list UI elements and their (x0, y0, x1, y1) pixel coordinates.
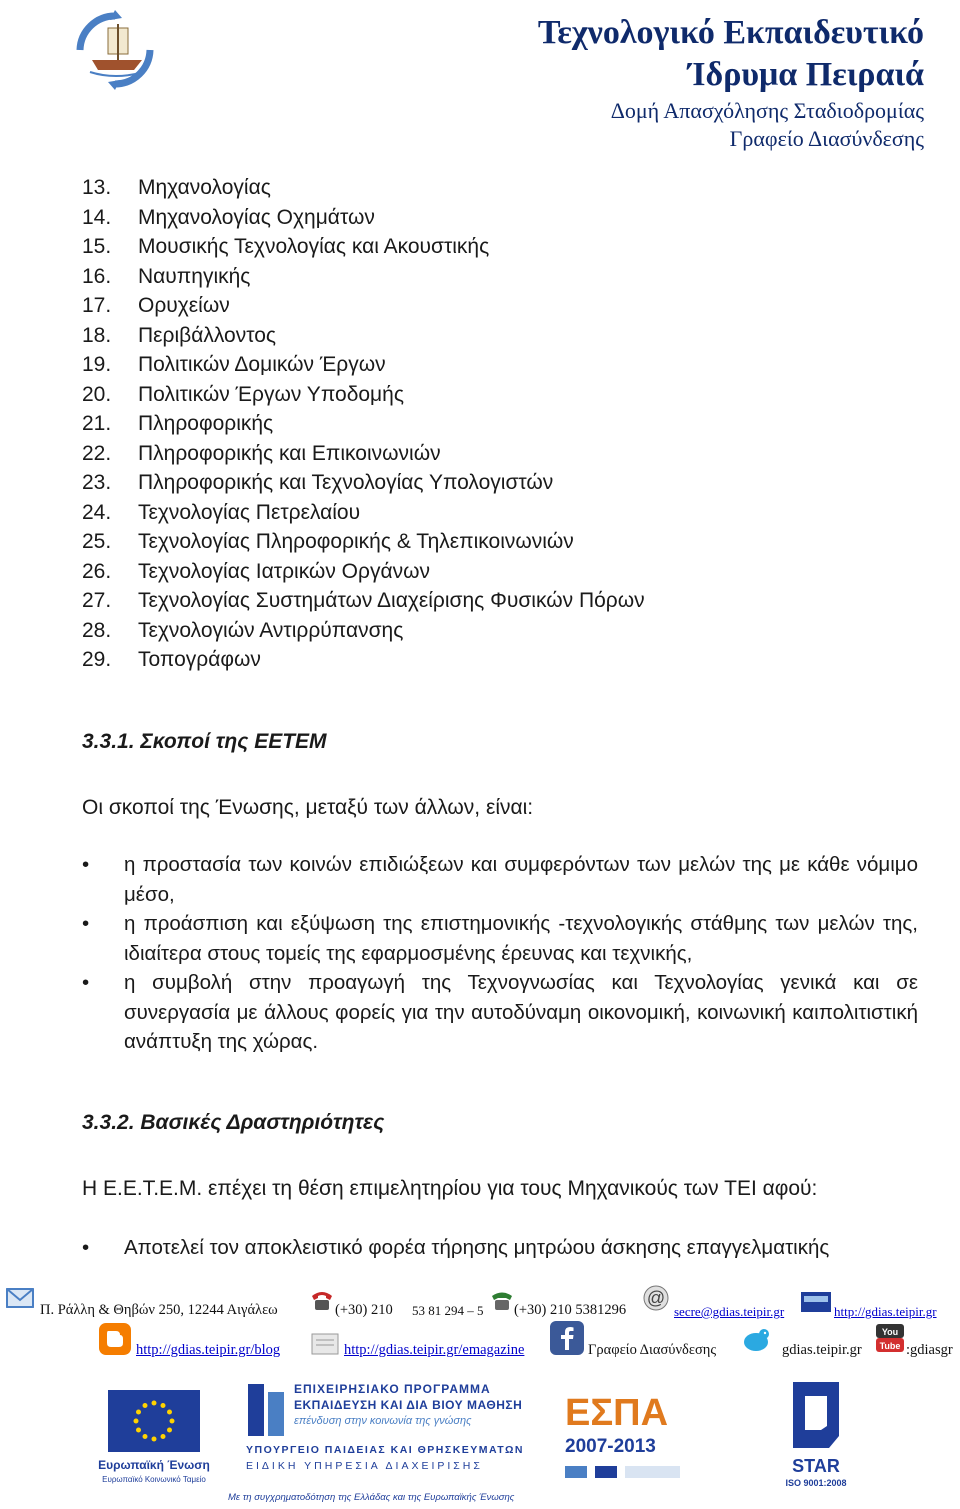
list-item-number: 26. (82, 559, 112, 583)
cofunding-label: Με τη συγχρηματοδότηση της Ελλάδας και της Ευρωπαϊκής Ένωσης (228, 1492, 515, 1503)
web-icon (800, 1288, 832, 1316)
header-department: Δομή Απασχόλησης Σταδιοδρομίας (610, 98, 924, 123)
list-item-number: 24. (82, 500, 112, 524)
list-item-number: 28. (82, 618, 112, 642)
list-item-number: 16. (82, 264, 112, 288)
department-list-item (82, 350, 645, 380)
operational-programme-logo (246, 1382, 542, 1492)
list-item-text: Ναυπηγικής (138, 264, 251, 288)
bullet-item (82, 1233, 918, 1263)
twitter-icon (738, 1322, 774, 1356)
list-item-text: Πληροφορικής και Επικοινωνιών (138, 441, 441, 465)
list-item-number: 15. (82, 235, 112, 258)
header-institution-line1: Τεχνολογικό Εκπαιδευτικό (537, 14, 924, 51)
header-office: Γραφείο Διασύνδεσης (729, 126, 924, 151)
list-item-number: 17. (82, 294, 112, 317)
list-item-number: 22. (82, 441, 112, 465)
department-list-item (82, 262, 645, 292)
department-list-item (82, 291, 645, 321)
espa-wordmark: ΕΣΠΑ (565, 1392, 669, 1434)
eu-flag-icon (108, 1390, 200, 1452)
department-list-item (82, 586, 645, 616)
youtube-icon (874, 1322, 906, 1356)
list-item-text: Τεχνολογίας Συστημάτων Διαχείρισης Φυσικών Πόρων (138, 589, 645, 612)
list-item-number: 23. (82, 471, 112, 494)
bullet-glyph: • (82, 1236, 90, 1259)
activities-intro: Η Ε.Ε.Τ.Ε.Μ. επέχει τη θέση επιμελητηρίου για τους Μηχανικούς των ΤΕΙ αφού: (82, 1177, 818, 1200)
footer-phone-numbers: 53 81 294 – 5 (412, 1303, 484, 1318)
blogger-icon (98, 1322, 132, 1356)
iso-label: ISO 9001:2008 (785, 1478, 847, 1488)
list-item-text: Πληροφορικής και Τεχνολογίας Υπολογιστών (138, 471, 554, 494)
list-item-number: 25. (82, 530, 112, 553)
bullet-text: η συμβολή στην προαγωγή της Τεχνογνωσίας και Τεχνολογίας γενικά και σε συνεργασία με άλλους φορείς για την αυτοδύναμη οικονομική, κοινωνική καιπολιτιστική ανάπτυξη της χώρας. (124, 971, 918, 1053)
department-list-item (82, 498, 645, 528)
svg-text:Tube: Tube (879, 1341, 901, 1351)
programme-emblem-icon (246, 1382, 286, 1438)
mail-icon (6, 1284, 34, 1312)
bullet-glyph: • (82, 853, 90, 876)
list-item-text: Τεχνολογιών Αντιρρύπανσης (138, 618, 404, 642)
list-item-text: Πολιτικών Έργων Υποδομής (138, 382, 404, 406)
footer-emagazine-link[interactable]: http://gdias.teipir.gr/emagazine (344, 1342, 525, 1358)
list-item-text: Περιβάλλοντος (138, 323, 277, 347)
bullet-glyph: • (82, 912, 90, 935)
bullet-item (82, 850, 918, 909)
footer-email-link[interactable]: secre@gdias.teipir.gr (674, 1304, 785, 1319)
footer-blog-link[interactable]: http://gdias.teipir.gr/blog (136, 1342, 281, 1358)
goals-intro: Οι σκοποί της Ένωσης, μεταξύ των άλλων, είναι: (82, 796, 534, 819)
bullet-item (82, 909, 918, 968)
list-item-number: 29. (82, 648, 112, 671)
espa-years: 2007-2013 (565, 1436, 656, 1457)
institution-logo-icon (70, 10, 160, 90)
footer-website-link[interactable]: http://gdias.teipir.gr (834, 1304, 937, 1319)
list-item-text: Ορυχείων (138, 294, 230, 317)
phone-icon (308, 1286, 336, 1314)
footer-youtube-name: :gdiasgr (906, 1342, 953, 1358)
flags-icon (565, 1464, 680, 1480)
programme-subtitle: ΕΚΠΑΙΔΕΥΣΗ ΚΑΙ ΔΙΑ ΒΙΟΥ ΜΑΘΗΣΗ (294, 1398, 523, 1412)
footer-twitter-name: gdias.teipir.gr (782, 1342, 862, 1358)
star-label: STAR (792, 1456, 840, 1476)
department-list (82, 173, 645, 675)
list-item-text: Πληροφορικής (138, 412, 274, 435)
list-item-text: Μηχανολογίας Οχημάτων (138, 205, 375, 229)
department-list-item (82, 616, 645, 646)
footer-facebook-name: Γραφείο Διασύνδεσης (588, 1342, 717, 1358)
department-list-item (82, 321, 645, 351)
magazine-icon (308, 1330, 342, 1358)
department-list-item (82, 173, 645, 203)
list-item-number: 21. (82, 412, 112, 435)
facebook-icon (549, 1320, 585, 1356)
footer-address: Π. Ράλλη & Θηβών 250, 12244 Αιγάλεω (40, 1302, 278, 1318)
eu-sub-label: Ευρωπαϊκό Κοινωνικό Ταμείο (102, 1475, 206, 1484)
bullet-glyph: • (82, 971, 90, 994)
department-list-item (82, 232, 645, 262)
bullet-text: η προάσπιση και εξύψωση της επιστημονικής -τεχνολογικής στάθμης των μελών της, ιδιαίτερα στους τομείς της εφαρμοσμένης έρευνας και τεχνικής, (124, 912, 918, 965)
department-list-item (82, 557, 645, 587)
svg-text:@: @ (646, 1288, 666, 1308)
eu-label: Ευρωπαϊκή Ένωση (98, 1458, 210, 1472)
bullet-text: Αποτελεί τον αποκλειστικό φορέα τήρησης μητρώου άσκησης επαγγελματικής (124, 1236, 830, 1259)
list-item-number: 20. (82, 382, 112, 406)
list-item-text: Τεχνολογίας Ιατρικών Οργάνων (138, 559, 430, 583)
department-list-item (82, 409, 645, 439)
management-label: ΕΙΔΙΚΗ ΥΠΗΡΕΣΙΑ ΔΙΑΧΕΙΡΙΣΗΣ (246, 1460, 483, 1472)
header-institution-line2: Ίδρυμα Πειραιά (687, 56, 924, 93)
bullet-item (82, 968, 918, 1057)
svg-text:You: You (881, 1327, 899, 1337)
list-item-number: 18. (82, 323, 112, 347)
list-item-number: 19. (82, 353, 112, 376)
fax-icon (488, 1286, 516, 1314)
department-list-item (82, 468, 645, 498)
section-heading-goals: 3.3.1. Σκοποί της ΕΕΤΕΜ (82, 730, 327, 753)
bullet-text: η προστασία των κοινών επιδιώξεων και συμφερόντων των μελών της με κάθε νόμιμο μέσο, (124, 853, 918, 906)
department-list-item (82, 380, 645, 410)
footer-fax: (+30) 210 5381296 (514, 1302, 627, 1318)
footer-phone: (+30) 210 (335, 1302, 393, 1318)
espa-logo (565, 1384, 680, 1484)
list-item-number: 13. (82, 176, 112, 199)
programme-title: ΕΠΙΧΕΙΡΗΣΙΑΚΟ ΠΡΟΓΡΑΜΜΑ (294, 1382, 491, 1396)
programme-slogan: επένδυση στην κοινωνία της γνώσης (294, 1415, 472, 1427)
list-item-number: 14. (82, 205, 112, 229)
email-at-icon (642, 1284, 670, 1312)
list-item-text: Τεχνολογίας Πετρελαίου (138, 500, 361, 524)
star-certification-logo (785, 1378, 847, 1496)
list-item-text: Τεχνολογίας Πληροφορικής & Τηλεπικοινωνιών (138, 530, 574, 553)
department-list-item (82, 439, 645, 469)
list-item-text: Πολιτικών Δομικών Έργων (138, 353, 386, 376)
activities-bullet-list (82, 1233, 918, 1263)
ministry-label: ΥΠΟΥΡΓΕΙΟ ΠΑΙΔΕΙΑΣ ΚΑΙ ΘΡΗΣΚΕΥΜΑΤΩΝ (246, 1444, 524, 1456)
section-heading-activities: 3.3.2. Βασικές Δραστηριότητες (82, 1111, 385, 1134)
department-list-item (82, 527, 645, 557)
list-item-text: Μουσικής Τεχνολογίας και Ακουστικής (138, 235, 490, 258)
department-list-item (82, 203, 645, 233)
goals-bullet-list (82, 850, 918, 1057)
star-q-icon (785, 1378, 847, 1454)
list-item-number: 27. (82, 589, 112, 612)
list-item-text: Τοπογράφων (138, 648, 261, 671)
list-item-text: Μηχανολογίας (138, 176, 271, 199)
department-list-item (82, 645, 645, 675)
